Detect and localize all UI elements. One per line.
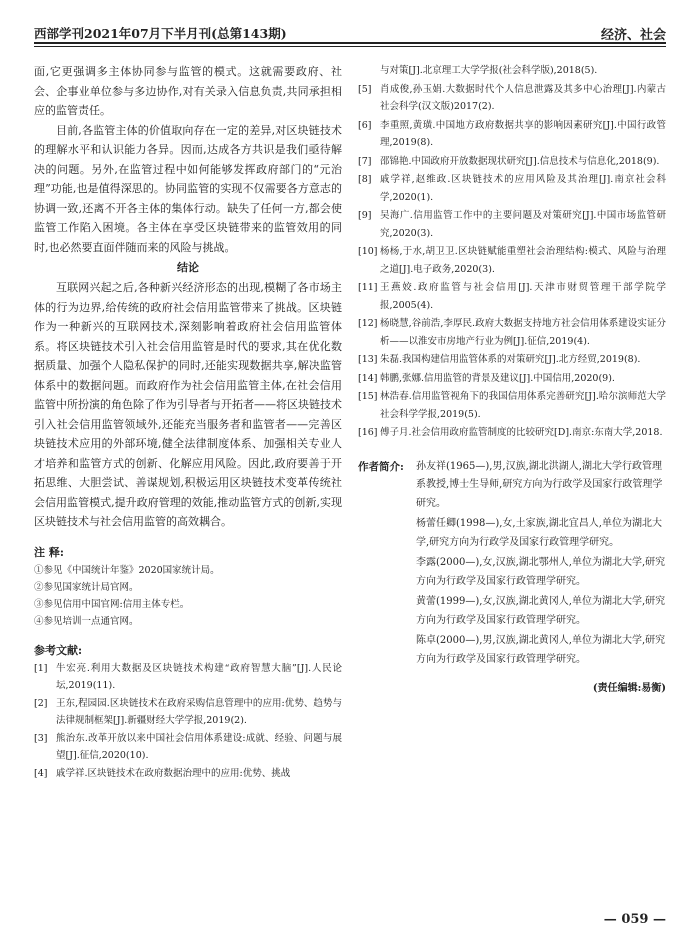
responsible-editor: (责任编辑:易衡) <box>592 683 666 694</box>
notes-label: 注 释: <box>34 545 64 559</box>
reference-number: [1] <box>34 662 48 674</box>
reference-text: 王东,程园园.区块链技术在政府采购信息管理中的应用:优势、趋势与法律规制框架[J].新疆财经大学学报,2019(2). <box>56 697 342 726</box>
reference-text: 朱磊.我国构建信用监管体系的对策研究[J].北方经贸,2019(8). <box>380 354 641 365</box>
author-entry: 杨蕾任卿(1998—),女,土家族,湖北宜昌人,单位为湖北大学,研究方向为行政学及国家行政管理学研究。 <box>416 518 662 548</box>
author-entry: 黄蕾(1999—),女,汉族,湖北黄冈人,单位为湖北大学,研究方向为行政学及国家行政管理学研究。 <box>416 596 666 626</box>
reference-item <box>34 730 342 765</box>
reference-text: 杨杨,于水,胡卫卫.区块链赋能重塑社会治理结构:模式、风险与治理之道[J].电子政务,2020(3). <box>380 246 666 275</box>
author-profile-label: 作者简介: <box>358 460 404 473</box>
reference-number: [13] <box>358 354 378 365</box>
reference-item <box>358 351 666 369</box>
reference-item <box>358 153 666 171</box>
reference-number: [2] <box>34 697 48 709</box>
header-rule-thick <box>34 42 666 44</box>
reference-number: [16] <box>358 427 378 438</box>
reference-text: 韩鹏,张娜.信用监管的背景及建议[J].中国信用,2020(9). <box>380 372 615 384</box>
reference-text: 邵锦艳.中国政府开放数据现状研究[J].信息技术与信息化,2018(9). <box>380 155 660 167</box>
reference-text: 戚学祥,赵维政.区块链技术的应用风险及其治理[J].南京社会科学,2020(1). <box>380 174 666 203</box>
author-entry: 孙友祥(1965—),男,汉族,湖北洪湖人,湖北大学行政管理系教授,博士生导师,研究方向为行政学及国家行政管理学研究。 <box>416 460 663 509</box>
reference-number: [12] <box>358 318 378 329</box>
references-list-right <box>358 62 666 442</box>
author-profile-body <box>416 458 666 672</box>
reference-number: [10] <box>358 246 378 257</box>
reference-continuation: 与对策[J].北京理工大学学报(社会科学版),2018(5). <box>380 65 598 76</box>
note-item: ②参见国家统计局官网。 <box>34 581 139 593</box>
reference-text: 肖成俊,孙玉娟.大数据时代个人信息泄露及其多中心治理[J].内蒙古社会科学(汉文版)2017(2). <box>380 83 666 112</box>
reference-item <box>34 765 342 783</box>
author-entry: 李露(2000—),女,汉族,湖北鄂州人,单位为湖北大学,研究方向为行政学及国家行政管理学研究。 <box>416 557 666 587</box>
reference-text: 熊治东.改革开放以来中国社会信用体系建设:成就、经验、问题与展望[J].征信,2020(10). <box>56 732 342 761</box>
reference-text: 吴海广.信用监管工作中的主要问题及对策研究[J].中国市场监管研究,2020(3). <box>380 210 666 239</box>
reference-item <box>358 388 666 423</box>
reference-item <box>358 117 666 152</box>
reference-number: [8] <box>358 174 372 185</box>
reference-number: [3] <box>34 732 48 744</box>
reference-number: [11] <box>358 282 378 293</box>
references-label: 参考文献: <box>34 643 83 657</box>
reference-item <box>358 424 666 442</box>
reference-text: 傅子月.社会信用政府监管制度的比较研究[D].南京:东南大学,2018. <box>380 427 663 438</box>
reference-number: [15] <box>358 391 378 402</box>
reference-text: 戚学祥.区块链技术在政府数据治理中的应用:优势、挑战 <box>56 767 291 779</box>
note-item: ③参见信用中国官网:信用主体专栏。 <box>34 598 190 610</box>
reference-text: 王燕姣.政府监管与社会信用[J].天津市财贸管理干部学院学报,2005(4). <box>380 282 666 311</box>
reference-item <box>358 315 666 350</box>
page-number: — 059 — <box>603 912 666 927</box>
body-paragraph-continued: 面,它更强调多主体协同参与监管的模式。这就需要政府、社会、企事业单位参与多边协作,对有关录入信息负责,共同承担相应的监管责任。 <box>34 65 342 117</box>
reference-item <box>358 81 666 116</box>
references-list-left <box>34 660 342 783</box>
reference-text: 杨晓慧,谷前浩,李厚民.政府大数据支持地方社会信用体系建设实证分析——以淮安市房地产行业为例[J].征信,2019(4). <box>380 318 666 347</box>
reference-item <box>34 695 342 730</box>
note-item: ④参见培训一点通官网。 <box>34 615 139 627</box>
section-label: 经济、社会 <box>600 28 666 43</box>
reference-item <box>34 660 342 695</box>
reference-item <box>358 171 666 206</box>
conclusion-paragraph: 互联网兴起之后,各种新兴经济形态的出现,模糊了各市场主体的行为边界,给传统的政府社会信用监管带来了挑战。区块链作为一种新兴的互联网技术,深刻影响着政府社会信用监管体系。将区块链技术引入社会信用监管是时代的要求,其在优化数据质量、加强个人隐私保护的同时,还能实现数据共享,解决监管体系中的数据问题。而政府作为社会信用监管主体,在社会信用监管中所扮演的角色除了作为引导者与开拓者——将区块链技术引入社会信用监管领域外,还能充当服务者和监管者——完善区块链技术应用的外部环境,健全法律制度体系、加强相关专业人才培养和监管方式的创新、化解应用风险。因此,政府要善于开拓思维、大胆尝试、善谋规划,积极运用区块链技术变革传统社会信用监管模式,提升政府管理的效能,推动监管方式的创新,实现区块链技术与社会信用监管的高效耦合。 <box>34 281 342 528</box>
reference-number: [9] <box>358 210 372 221</box>
reference-text: 李重照,黄璜.中国地方政府数据共享的影响因素研究[J].中国行政管理,2019(8). <box>380 119 666 148</box>
reference-item <box>358 279 666 314</box>
note-item: ①参见《中国统计年鉴》2020国家统计局。 <box>34 564 220 576</box>
reference-number: [4] <box>34 767 48 779</box>
author-profile <box>358 458 666 672</box>
notes-list <box>34 562 342 630</box>
reference-number: [14] <box>358 372 378 384</box>
reference-item <box>358 207 666 242</box>
reference-item <box>358 370 666 388</box>
reference-number: [6] <box>358 119 372 131</box>
conclusion-heading: 结论 <box>177 261 199 274</box>
header-rule-thin <box>34 46 666 47</box>
page-header <box>34 22 666 44</box>
reference-text: 林浩春.信用监管视角下的我国信用体系完善研究[J].哈尔滨师范大学社会科学学报,2019(5). <box>380 391 666 420</box>
right-column <box>358 62 666 694</box>
author-entry: 陈卓(2000—),男,汉族,湖北黄冈人,单位为湖北大学,研究方向为行政学及国家行政管理学研究。 <box>416 635 666 665</box>
reference-number: [7] <box>358 155 372 167</box>
reference-item <box>358 243 666 278</box>
left-column <box>34 62 342 782</box>
journal-title: 西部学刊2021年07月下半月刊(总第143期) <box>34 26 287 41</box>
body-paragraph: 目前,各监管主体的价值取向存在一定的差异,对区块链技术的理解水平和认识能力各异。因而,达成各方共识是我们亟待解决的问题。另外,在监管过程中如何能够发挥政府部门的“元治理”功能,也是值得深思的。协同监管的实现不仅需要各方意志的协调一致,还离不开各主体的集体行动。缺失了任何一方,都会使监管工作陷入困境。各主体在享受区块链带来的监管效用的同时,也必然要直面伴随而来的风险与挑战。 <box>34 123 342 254</box>
reference-number: [5] <box>358 83 372 95</box>
reference-text: 牛宏亮.利用大数据及区块链技术构建“政府智慧大脑”[J].人民论坛,2019(11). <box>56 662 342 691</box>
